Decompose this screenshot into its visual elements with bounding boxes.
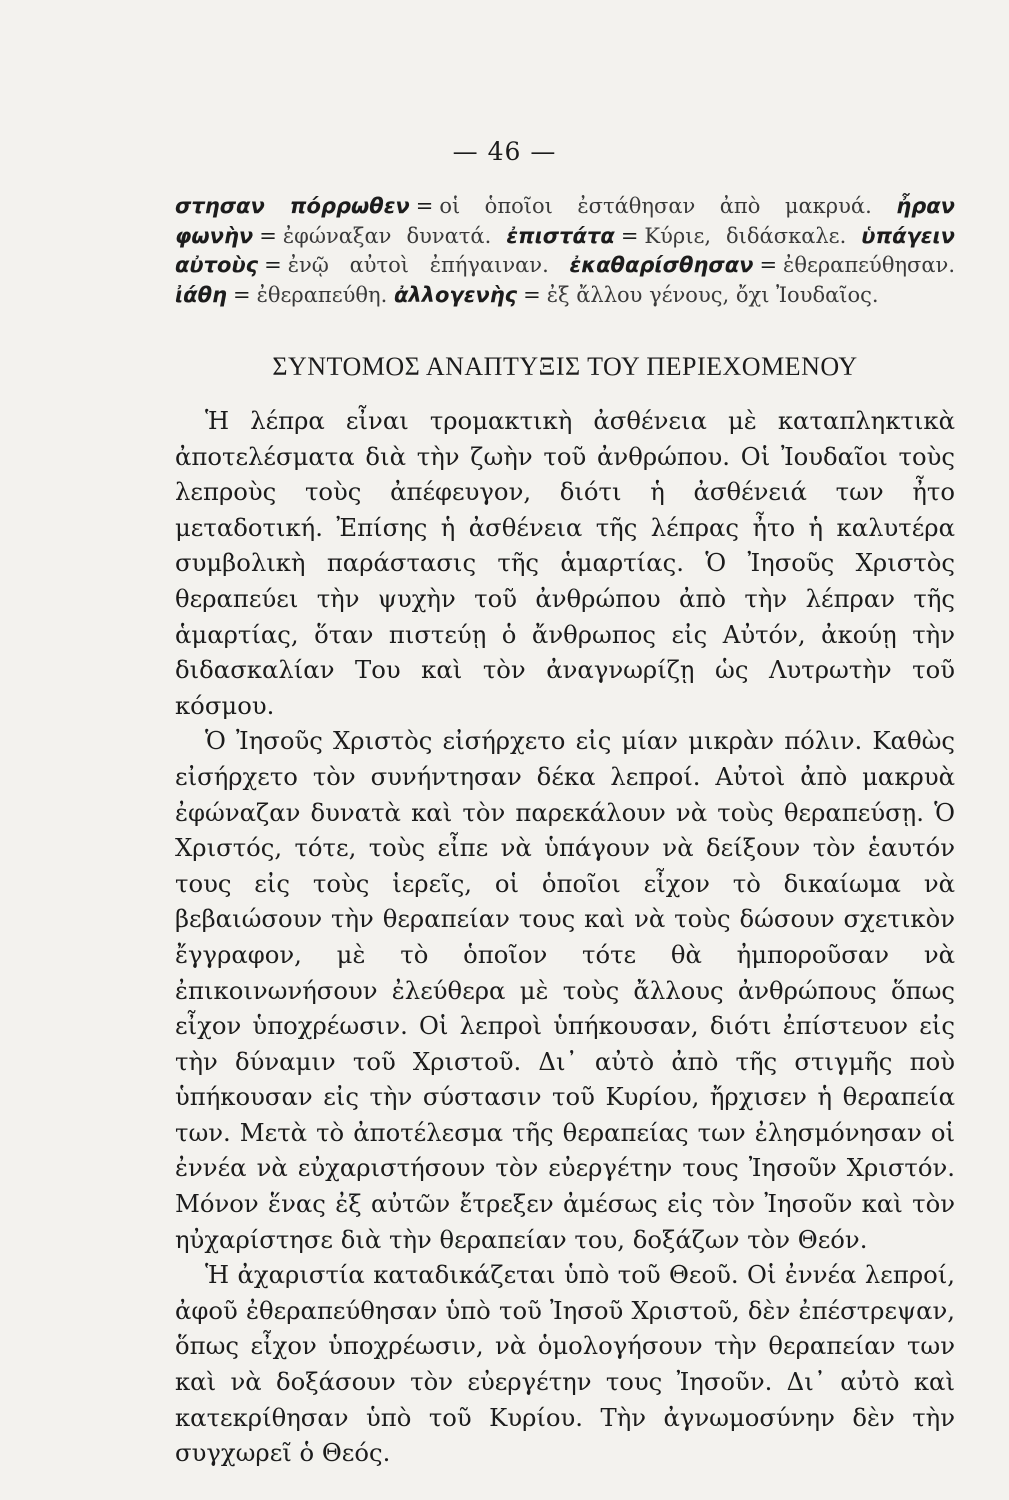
page-number: — 46 —: [452, 137, 557, 166]
glossary-definition: ἐθεραπεύθησαν.: [783, 253, 955, 277]
section-title: ΣΥΝΤΟΜΟΣ ΑΝΑΠΤΥΞΙΣ ΤΟΥ ΠΕΡΙΕΧΟΜΕΝΟΥ: [272, 352, 858, 381]
glossary-definition: ἐφώναξαν δυνατά.: [282, 223, 492, 248]
glossary-separator: =: [233, 282, 251, 307]
glossary-definition: οἱ ὁποῖοι ἐστάθησαν ἀπὸ μακρυά.: [439, 194, 872, 218]
glossary-definition: ἐξ ἄλλου γένους, ὄχι Ἰουδαῖος.: [546, 282, 879, 307]
glossary-definition: Κύριε, διδάσκαλε.: [644, 223, 847, 248]
glossary-entry: [506, 224, 846, 248]
paragraph: Ἡ λέπρα εἶναι τρομακτικὴ ἀσθένεια μὲ καταπληκτικὰ ἀποτελέσματα διὰ τὴν ζωὴν τοῦ ἀνθρώπου. Οἱ Ἰουδαῖοι τοὺς λεπροὺς τοὺς ἀπέφευγον, διότι ἡ ἀσθένειά των ἦτο μεταδοτική. Ἐπίσης ἡ ἀσθένεια τῆς λέπρας ἦτο ἡ καλυτέρα συμβολικὴ παράστασις τῆς ἁμαρτίας. Ὁ Ἰησοῦς Χριστὸς θεραπεύει τὴν ψυχὴν τοῦ ἀνθρώπου ἀπὸ τὴν λέπραν τῆς ἁμαρτίας, ὅταν πιστεύῃ ὁ ἄνθρωπος εἰς Αὐτόν, ἀκούῃ τὴν διδασκαλίαν Του καὶ τὸν ἀναγνωρίζῃ ὡς Λυτρωτὴν τοῦ κόσμου.: [175, 406, 955, 720]
glossary-entry: [570, 253, 956, 277]
glossary-entry: [394, 283, 879, 307]
glossary-term: ἀλλογενὴς: [393, 282, 518, 307]
glossary-term: ὑπάγειν αὐτοὺς: [175, 223, 955, 277]
glossary-term: ἰάθη: [175, 282, 227, 307]
glossary-separator: =: [620, 223, 639, 248]
glossary-separator: =: [264, 253, 282, 277]
glossary-definition: ἐνῷ αὐτοὶ ἐπήγαιναν.: [287, 253, 549, 277]
body-text: [175, 403, 955, 1471]
glossary-separator: =: [759, 253, 778, 277]
glossary-separator: =: [523, 282, 541, 307]
glossary-entry: [175, 194, 872, 218]
glossary-term: στησαν πόρρωθεν: [175, 194, 410, 218]
glossary-definition: ἐθεραπεύθη.: [256, 282, 388, 307]
glossary-term: ἦραν φωνὴν: [175, 194, 955, 248]
paragraph: Ἡ ἀχαριστία καταδικάζεται ὑπὸ τοῦ Θεοῦ. Οἱ ἐννέα λεπροί, ἀφοῦ ἐθεραπεύθησαν ὑπὸ τοῦ Ἰησοῦ Χριστοῦ, δὲν ἐπέστρεψαν, ὅπως εἶχον ὑποχρέωσιν, νὰ ὁμολογήσουν τὴν θεραπείαν των καὶ νὰ δοξάσουν τὸν εὐεργέτην τους Ἰησοῦν. Δι᾽ αὐτὸ καὶ κατεκρίθησαν ὑπὸ τοῦ Κυρίου. Τὴν ἀγνωμοσύνην δὲν τὴν συγχωρεῖ ὁ Θεός.: [175, 1260, 955, 1468]
glossary-separator: =: [415, 194, 434, 218]
glossary-separator: =: [259, 223, 277, 248]
glossary-term: ἐκαθαρίσθησαν: [569, 253, 754, 277]
paragraph: Ὁ Ἰησοῦς Χριστὸς εἰσήρχετο εἰς μίαν μικρὰν πόλιν. Καθὼς εἰσήρχετο τὸν συνήντησαν δέκα λεπροί. Αὐτοὶ ἀπὸ μακρυὰ ἐφώναζαν δυνατὰ καὶ τὸν παρεκάλουν νὰ τοὺς θεραπεύσῃ. Ὁ Χριστός, τότε, τοὺς εἶπε νὰ ὑπάγουν νὰ δείξουν τὸν ἑαυτόν τους εἰς τοὺς ἱερεῖς, οἱ ὁποῖοι εἶχον τὸ δικαίωμα νὰ βεβαιώσουν τὴν θεραπείαν τους καὶ νὰ τοὺς δώσουν σχετικὸν ἔγγραφον, μὲ τὸ ὁποῖον τότε θὰ ἠμποροῦσαν νὰ ἐπικοινωνήσουν ἐλεύθερα μὲ τοὺς ἄλλους ἀνθρώπους ὅπως εἶχον ὑποχρέωσιν. Οἱ λεπροὶ ὑπήκουσαν, διότι ἐπίστευον εἰς τὴν δύναμιν τοῦ Χριστοῦ. Δι᾽ αὐτὸ ἀπὸ τῆς στιγμῆς ποὺ ὑπήκουσαν εἰς τὴν σύστασιν τοῦ Κυρίου, ἤρχισεν ἡ θεραπεία των. Μετὰ τὸ ἀποτέλεσμα τῆς θεραπείας των ἐλησμόνησαν οἱ ἐννέα νὰ εὐχαριστήσουν τὸν εὐεργέτην τους Ἰησοῦν Χριστόν. Μόνον ἕνας ἐξ αὐτῶν ἔτρεξεν ἀμέσως εἰς τὸν Ἰησοῦν καὶ τὸν ηὐχαρίστησε διὰ τὴν θεραπείαν του, δοξάζων τὸν Θεόν.: [175, 726, 955, 1254]
glossary: [175, 192, 955, 310]
glossary-term: ἐπιστάτα: [506, 223, 615, 248]
glossary-entry: [175, 283, 387, 307]
